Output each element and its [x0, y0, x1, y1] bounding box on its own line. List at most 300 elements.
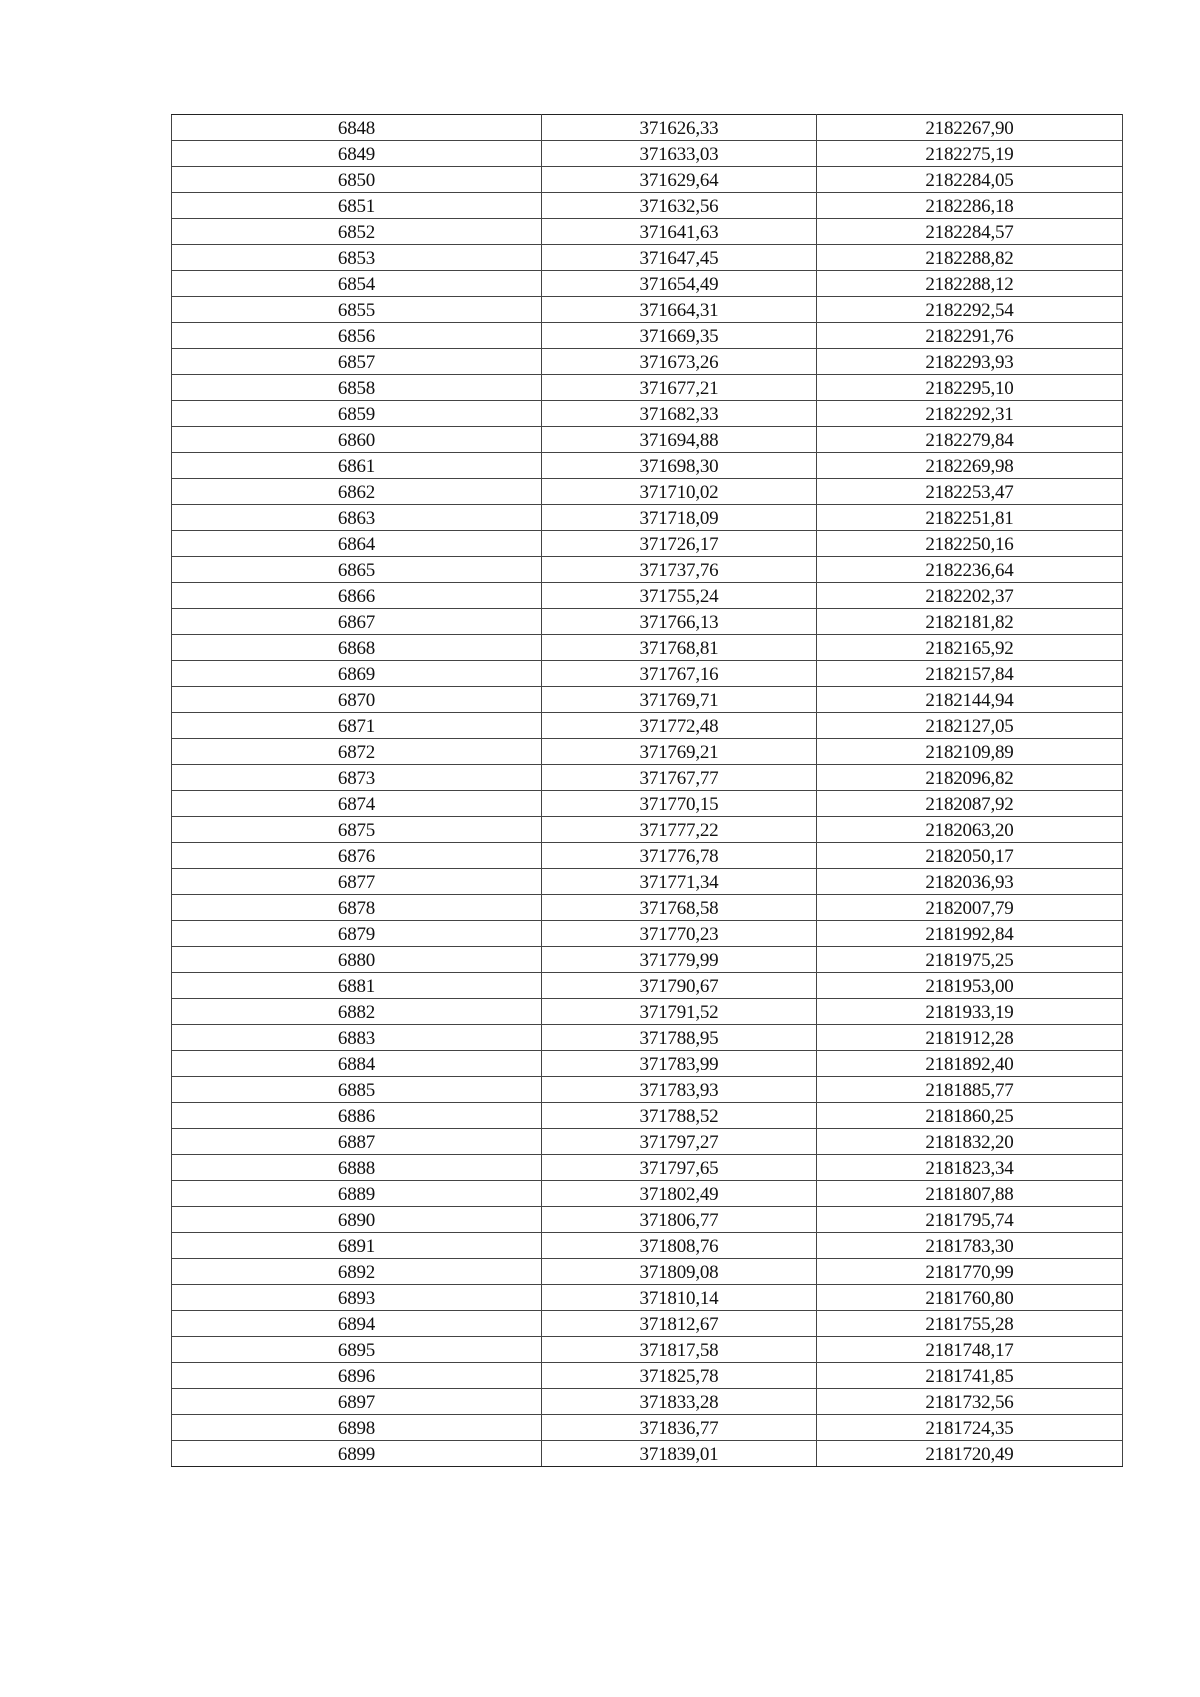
- point-number-text: 6887: [337, 1132, 376, 1153]
- point-number-text: 6860: [337, 430, 376, 451]
- x-coordinate-cell: [542, 1051, 817, 1077]
- y-coordinate-cell: [817, 947, 1123, 973]
- y-coordinate-text: 2182127,05: [925, 716, 1014, 737]
- point-number-text: 6851: [337, 196, 376, 217]
- table-row: [172, 401, 1123, 427]
- point-number-text: 6868: [337, 638, 376, 659]
- point-number-text: 6899: [337, 1444, 376, 1465]
- table-row: [172, 219, 1123, 245]
- point-number-text: 6849: [337, 144, 376, 165]
- y-coordinate-cell: [817, 1051, 1123, 1077]
- point-number-text: 6886: [337, 1106, 376, 1127]
- table-row: [172, 453, 1123, 479]
- x-coordinate-cell: [542, 271, 817, 297]
- point-number-cell: [172, 1155, 542, 1181]
- table-row: [172, 869, 1123, 895]
- point-number-cell: [172, 115, 542, 141]
- y-coordinate-cell: [817, 193, 1123, 219]
- table-row: [172, 1337, 1123, 1363]
- y-coordinate-text: 2181885,77: [925, 1080, 1014, 1101]
- table-row: [172, 583, 1123, 609]
- x-coordinate-cell: [542, 1441, 817, 1467]
- y-coordinate-text: 2182275,19: [925, 144, 1014, 165]
- point-number-cell: [172, 661, 542, 687]
- x-coordinate-text: 371694,88: [639, 430, 719, 451]
- point-number-text: 6883: [337, 1028, 376, 1049]
- table-row: [172, 895, 1123, 921]
- point-number-text: 6877: [337, 872, 376, 893]
- point-number-text: 6865: [337, 560, 376, 581]
- point-number-text: 6892: [337, 1262, 376, 1283]
- point-number-cell: [172, 739, 542, 765]
- x-coordinate-text: 371682,33: [639, 404, 719, 425]
- table-row: [172, 141, 1123, 167]
- x-coordinate-cell: [542, 323, 817, 349]
- table-row: [172, 817, 1123, 843]
- table-row: [172, 1259, 1123, 1285]
- point-number-cell: [172, 557, 542, 583]
- point-number-cell: [172, 1363, 542, 1389]
- point-number-cell: [172, 531, 542, 557]
- x-coordinate-text: 371632,56: [639, 196, 719, 217]
- x-coordinate-cell: [542, 843, 817, 869]
- x-coordinate-cell: [542, 167, 817, 193]
- point-number-cell: [172, 1129, 542, 1155]
- point-number-text: 6855: [337, 300, 376, 321]
- y-coordinate-text: 2181755,28: [925, 1314, 1014, 1335]
- x-coordinate-text: 371673,26: [639, 352, 719, 373]
- x-coordinate-cell: [542, 1181, 817, 1207]
- point-number-cell: [172, 219, 542, 245]
- x-coordinate-cell: [542, 739, 817, 765]
- point-number-text: 6854: [337, 274, 376, 295]
- table-row: [172, 973, 1123, 999]
- x-coordinate-text: 371629,64: [639, 170, 719, 191]
- point-number-text: 6870: [337, 690, 376, 711]
- point-number-text: 6856: [337, 326, 376, 347]
- y-coordinate-cell: [817, 1129, 1123, 1155]
- y-coordinate-text: 2182292,31: [925, 404, 1014, 425]
- y-coordinate-cell: [817, 895, 1123, 921]
- y-coordinate-cell: [817, 713, 1123, 739]
- point-number-text: 6876: [337, 846, 376, 867]
- x-coordinate-cell: [542, 453, 817, 479]
- x-coordinate-text: 371788,95: [639, 1028, 719, 1049]
- y-coordinate-cell: [817, 921, 1123, 947]
- x-coordinate-text: 371767,16: [639, 664, 719, 685]
- y-coordinate-cell: [817, 687, 1123, 713]
- x-coordinate-text: 371812,67: [639, 1314, 719, 1335]
- x-coordinate-cell: [542, 297, 817, 323]
- point-number-cell: [172, 713, 542, 739]
- y-coordinate-cell: [817, 401, 1123, 427]
- y-coordinate-text: 2181720,49: [925, 1444, 1014, 1465]
- y-coordinate-text: 2182144,94: [925, 690, 1014, 711]
- point-number-cell: [172, 1181, 542, 1207]
- table-row: [172, 1103, 1123, 1129]
- x-coordinate-text: 371770,23: [639, 924, 719, 945]
- y-coordinate-cell: [817, 1155, 1123, 1181]
- table-row: [172, 791, 1123, 817]
- point-number-cell: [172, 1025, 542, 1051]
- x-coordinate-cell: [542, 193, 817, 219]
- y-coordinate-text: 2181732,56: [925, 1392, 1014, 1413]
- y-coordinate-text: 2181748,17: [925, 1340, 1014, 1361]
- x-coordinate-text: 371791,52: [639, 1002, 719, 1023]
- y-coordinate-text: 2182202,37: [925, 586, 1014, 607]
- y-coordinate-text: 2181860,25: [925, 1106, 1014, 1127]
- x-coordinate-text: 371783,93: [639, 1080, 719, 1101]
- table-row: [172, 1389, 1123, 1415]
- point-number-text: 6897: [337, 1392, 376, 1413]
- y-coordinate-cell: [817, 141, 1123, 167]
- y-coordinate-cell: [817, 765, 1123, 791]
- x-coordinate-text: 371806,77: [639, 1210, 719, 1231]
- x-coordinate-text: 371677,21: [639, 378, 719, 399]
- point-number-text: 6873: [337, 768, 376, 789]
- x-coordinate-text: 371737,76: [639, 560, 719, 581]
- y-coordinate-text: 2182295,10: [925, 378, 1014, 399]
- point-number-text: 6888: [337, 1158, 376, 1179]
- point-number-text: 6881: [337, 976, 376, 997]
- y-coordinate-cell: [817, 609, 1123, 635]
- y-coordinate-text: 2182253,47: [925, 482, 1014, 503]
- x-coordinate-text: 371783,99: [639, 1054, 719, 1075]
- x-coordinate-text: 371825,78: [639, 1366, 719, 1387]
- table-row: [172, 1415, 1123, 1441]
- point-number-text: 6891: [337, 1236, 376, 1257]
- point-number-text: 6852: [337, 222, 376, 243]
- y-coordinate-cell: [817, 999, 1123, 1025]
- table-row: [172, 1441, 1123, 1467]
- table-row: [172, 193, 1123, 219]
- x-coordinate-cell: [542, 1129, 817, 1155]
- y-coordinate-cell: [817, 505, 1123, 531]
- x-coordinate-cell: [542, 557, 817, 583]
- y-coordinate-text: 2181953,00: [925, 976, 1014, 997]
- table-row: [172, 1285, 1123, 1311]
- y-coordinate-text: 2182063,20: [925, 820, 1014, 841]
- table-row: [172, 1181, 1123, 1207]
- table-row: [172, 1051, 1123, 1077]
- x-coordinate-cell: [542, 1207, 817, 1233]
- x-coordinate-cell: [542, 1311, 817, 1337]
- y-coordinate-cell: [817, 583, 1123, 609]
- y-coordinate-cell: [817, 245, 1123, 271]
- point-number-cell: [172, 167, 542, 193]
- point-number-cell: [172, 635, 542, 661]
- table-row: [172, 1025, 1123, 1051]
- y-coordinate-cell: [817, 1285, 1123, 1311]
- x-coordinate-cell: [542, 349, 817, 375]
- x-coordinate-cell: [542, 583, 817, 609]
- point-number-text: 6885: [337, 1080, 376, 1101]
- x-coordinate-cell: [542, 921, 817, 947]
- point-number-text: 6869: [337, 664, 376, 685]
- y-coordinate-cell: [817, 1181, 1123, 1207]
- y-coordinate-text: 2181992,84: [925, 924, 1014, 945]
- point-number-cell: [172, 427, 542, 453]
- y-coordinate-cell: [817, 1103, 1123, 1129]
- point-number-text: 6872: [337, 742, 376, 763]
- x-coordinate-cell: [542, 817, 817, 843]
- point-number-cell: [172, 349, 542, 375]
- table-row: [172, 297, 1123, 323]
- table-row: [172, 167, 1123, 193]
- y-coordinate-text: 2182181,82: [925, 612, 1014, 633]
- y-coordinate-text: 2181760,80: [925, 1288, 1014, 1309]
- point-number-text: 6894: [337, 1314, 376, 1335]
- x-coordinate-text: 371771,34: [639, 872, 719, 893]
- point-number-text: 6898: [337, 1418, 376, 1439]
- point-number-cell: [172, 1285, 542, 1311]
- point-number-cell: [172, 869, 542, 895]
- point-number-cell: [172, 323, 542, 349]
- point-number-cell: [172, 141, 542, 167]
- x-coordinate-text: 371718,09: [639, 508, 719, 529]
- point-number-cell: [172, 973, 542, 999]
- x-coordinate-cell: [542, 1077, 817, 1103]
- x-coordinate-cell: [542, 141, 817, 167]
- point-number-text: 6853: [337, 248, 376, 269]
- x-coordinate-cell: [542, 1155, 817, 1181]
- x-coordinate-text: 371641,63: [639, 222, 719, 243]
- y-coordinate-cell: [817, 375, 1123, 401]
- y-coordinate-text: 2182288,82: [925, 248, 1014, 269]
- table-row: [172, 687, 1123, 713]
- y-coordinate-cell: [817, 219, 1123, 245]
- y-coordinate-text: 2181933,19: [925, 1002, 1014, 1023]
- point-number-text: 6867: [337, 612, 376, 633]
- x-coordinate-cell: [542, 869, 817, 895]
- point-number-cell: [172, 505, 542, 531]
- x-coordinate-cell: [542, 635, 817, 661]
- x-coordinate-cell: [542, 427, 817, 453]
- coordinates-table-body: [172, 115, 1123, 1467]
- x-coordinate-text: 371664,31: [639, 300, 719, 321]
- y-coordinate-text: 2182007,79: [925, 898, 1014, 919]
- x-coordinate-text: 371808,76: [639, 1236, 719, 1257]
- y-coordinate-text: 2182087,92: [925, 794, 1014, 815]
- y-coordinate-cell: [817, 297, 1123, 323]
- y-coordinate-cell: [817, 1363, 1123, 1389]
- x-coordinate-text: 371772,48: [639, 716, 719, 737]
- table-row: [172, 557, 1123, 583]
- x-coordinate-cell: [542, 1389, 817, 1415]
- point-number-text: 6848: [337, 118, 376, 139]
- table-row: [172, 1207, 1123, 1233]
- y-coordinate-cell: [817, 1077, 1123, 1103]
- y-coordinate-cell: [817, 973, 1123, 999]
- point-number-cell: [172, 1233, 542, 1259]
- y-coordinate-text: 2182050,17: [925, 846, 1014, 867]
- x-coordinate-text: 371769,71: [639, 690, 719, 711]
- y-coordinate-text: 2181807,88: [925, 1184, 1014, 1205]
- point-number-text: 6866: [337, 586, 376, 607]
- point-number-text: 6880: [337, 950, 376, 971]
- table-row: [172, 661, 1123, 687]
- point-number-text: 6864: [337, 534, 376, 555]
- y-coordinate-cell: [817, 557, 1123, 583]
- x-coordinate-text: 371769,21: [639, 742, 719, 763]
- point-number-text: 6862: [337, 482, 376, 503]
- x-coordinate-cell: [542, 1363, 817, 1389]
- y-coordinate-cell: [817, 1311, 1123, 1337]
- y-coordinate-text: 2182293,93: [925, 352, 1014, 373]
- point-number-cell: [172, 1337, 542, 1363]
- point-number-text: 6890: [337, 1210, 376, 1231]
- point-number-text: 6875: [337, 820, 376, 841]
- x-coordinate-text: 371797,65: [639, 1158, 719, 1179]
- x-coordinate-cell: [542, 947, 817, 973]
- x-coordinate-text: 371768,58: [639, 898, 719, 919]
- y-coordinate-text: 2182267,90: [925, 118, 1014, 139]
- y-coordinate-text: 2181832,20: [925, 1132, 1014, 1153]
- x-coordinate-cell: [542, 479, 817, 505]
- point-number-cell: [172, 1415, 542, 1441]
- point-number-text: 6879: [337, 924, 376, 945]
- y-coordinate-text: 2182292,54: [925, 300, 1014, 321]
- y-coordinate-text: 2182109,89: [925, 742, 1014, 763]
- table-row: [172, 1311, 1123, 1337]
- x-coordinate-text: 371767,77: [639, 768, 719, 789]
- table-row: [172, 1233, 1123, 1259]
- y-coordinate-cell: [817, 167, 1123, 193]
- table-row: [172, 505, 1123, 531]
- y-coordinate-text: 2182288,12: [925, 274, 1014, 295]
- table-row: [172, 843, 1123, 869]
- x-coordinate-cell: [542, 1259, 817, 1285]
- table-row: [172, 713, 1123, 739]
- y-coordinate-text: 2182286,18: [925, 196, 1014, 217]
- point-number-text: 6863: [337, 508, 376, 529]
- x-coordinate-cell: [542, 115, 817, 141]
- point-number-cell: [172, 1259, 542, 1285]
- table-row: [172, 609, 1123, 635]
- y-coordinate-cell: [817, 817, 1123, 843]
- x-coordinate-text: 371647,45: [639, 248, 719, 269]
- y-coordinate-cell: [817, 427, 1123, 453]
- x-coordinate-cell: [542, 661, 817, 687]
- x-coordinate-text: 371654,49: [639, 274, 719, 295]
- x-coordinate-cell: [542, 1285, 817, 1311]
- x-coordinate-text: 371802,49: [639, 1184, 719, 1205]
- y-coordinate-cell: [817, 479, 1123, 505]
- x-coordinate-text: 371710,02: [639, 482, 719, 503]
- x-coordinate-cell: [542, 1415, 817, 1441]
- point-number-cell: [172, 791, 542, 817]
- point-number-cell: [172, 297, 542, 323]
- point-number-text: 6850: [337, 170, 376, 191]
- x-coordinate-text: 371698,30: [639, 456, 719, 477]
- y-coordinate-text: 2181741,85: [925, 1366, 1014, 1387]
- x-coordinate-text: 371809,08: [639, 1262, 719, 1283]
- table-row: [172, 245, 1123, 271]
- y-coordinate-cell: [817, 739, 1123, 765]
- y-coordinate-text: 2182236,64: [925, 560, 1014, 581]
- point-number-cell: [172, 765, 542, 791]
- point-number-cell: [172, 687, 542, 713]
- x-coordinate-cell: [542, 505, 817, 531]
- x-coordinate-cell: [542, 1233, 817, 1259]
- x-coordinate-cell: [542, 895, 817, 921]
- y-coordinate-cell: [817, 1441, 1123, 1467]
- y-coordinate-text: 2182269,98: [925, 456, 1014, 477]
- y-coordinate-cell: [817, 349, 1123, 375]
- y-coordinate-cell: [817, 323, 1123, 349]
- y-coordinate-text: 2182096,82: [925, 768, 1014, 789]
- x-coordinate-cell: [542, 219, 817, 245]
- point-number-cell: [172, 1051, 542, 1077]
- x-coordinate-text: 371817,58: [639, 1340, 719, 1361]
- y-coordinate-cell: [817, 635, 1123, 661]
- table-row: [172, 765, 1123, 791]
- y-coordinate-cell: [817, 1259, 1123, 1285]
- x-coordinate-cell: [542, 999, 817, 1025]
- x-coordinate-text: 371839,01: [639, 1444, 719, 1465]
- point-number-cell: [172, 1077, 542, 1103]
- y-coordinate-text: 2181892,40: [925, 1054, 1014, 1075]
- y-coordinate-text: 2182279,84: [925, 430, 1014, 451]
- point-number-cell: [172, 583, 542, 609]
- table-row: [172, 1077, 1123, 1103]
- y-coordinate-cell: [817, 1389, 1123, 1415]
- point-number-cell: [172, 193, 542, 219]
- x-coordinate-text: 371833,28: [639, 1392, 719, 1413]
- table-row: [172, 479, 1123, 505]
- table-row: [172, 375, 1123, 401]
- point-number-cell: [172, 921, 542, 947]
- y-coordinate-text: 2182036,93: [925, 872, 1014, 893]
- point-number-text: 6874: [337, 794, 376, 815]
- y-coordinate-text: 2181783,30: [925, 1236, 1014, 1257]
- y-coordinate-text: 2181770,99: [925, 1262, 1014, 1283]
- x-coordinate-cell: [542, 609, 817, 635]
- point-number-cell: [172, 1311, 542, 1337]
- x-coordinate-text: 371797,27: [639, 1132, 719, 1153]
- point-number-cell: [172, 895, 542, 921]
- point-number-cell: [172, 453, 542, 479]
- point-number-text: 6882: [337, 1002, 376, 1023]
- point-number-cell: [172, 401, 542, 427]
- x-coordinate-cell: [542, 713, 817, 739]
- x-coordinate-text: 371836,77: [639, 1418, 719, 1439]
- x-coordinate-cell: [542, 1025, 817, 1051]
- y-coordinate-cell: [817, 115, 1123, 141]
- point-number-cell: [172, 1103, 542, 1129]
- y-coordinate-text: 2182284,57: [925, 222, 1014, 243]
- y-coordinate-cell: [817, 453, 1123, 479]
- y-coordinate-text: 2181823,34: [925, 1158, 1014, 1179]
- x-coordinate-text: 371768,81: [639, 638, 719, 659]
- y-coordinate-cell: [817, 1337, 1123, 1363]
- y-coordinate-text: 2182291,76: [925, 326, 1014, 347]
- x-coordinate-text: 371777,22: [639, 820, 719, 841]
- table-row: [172, 531, 1123, 557]
- x-coordinate-text: 371776,78: [639, 846, 719, 867]
- y-coordinate-cell: [817, 869, 1123, 895]
- table-row: [172, 271, 1123, 297]
- x-coordinate-text: 371633,03: [639, 144, 719, 165]
- table-row: [172, 999, 1123, 1025]
- point-number-cell: [172, 271, 542, 297]
- y-coordinate-text: 2182251,81: [925, 508, 1014, 529]
- point-number-cell: [172, 947, 542, 973]
- point-number-text: 6859: [337, 404, 376, 425]
- x-coordinate-cell: [542, 531, 817, 557]
- y-coordinate-text: 2182157,84: [925, 664, 1014, 685]
- x-coordinate-text: 371810,14: [639, 1288, 719, 1309]
